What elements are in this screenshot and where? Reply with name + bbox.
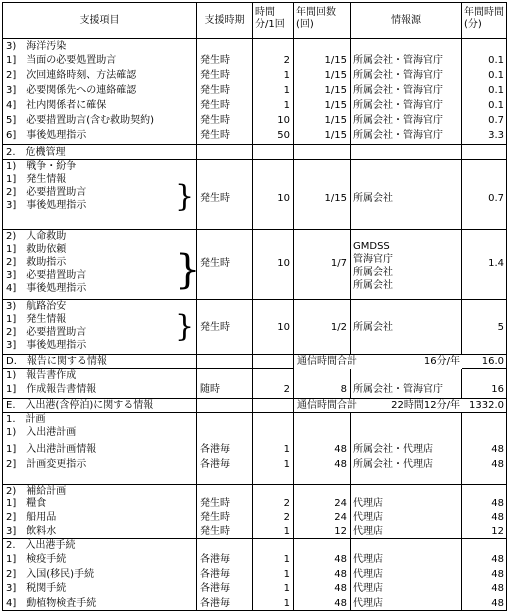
rescue-source: GMDSS	[353, 241, 390, 252]
header-time	[255, 7, 293, 42]
row-source: 代理店	[353, 568, 383, 580]
row-source: 所属会社・管海官庁	[353, 70, 443, 81]
row-period: 発生時	[200, 85, 230, 96]
comm-total-value: 22時間12分/年	[391, 400, 460, 411]
row-period: 各港毎	[200, 583, 230, 594]
header-source: 情報源	[391, 15, 421, 26]
section-procedures	[3, 539, 506, 611]
row-source: 代理店	[353, 512, 383, 523]
security-line: 1] 発生情報	[6, 314, 67, 325]
row-source: 代理店	[353, 597, 383, 609]
row-time: 1	[283, 597, 290, 609]
sub-title: 1) 入出港計画	[6, 427, 77, 438]
row-item: 4] 動植物検査手続	[6, 597, 97, 609]
security-count: 1/2	[330, 322, 347, 333]
row-item: 2] 次回連絡時刻、方法確認	[6, 70, 137, 81]
war-line: 1] 発生情報	[6, 174, 67, 185]
section-marine-pollution	[3, 39, 506, 145]
row-item: 1] 当面の必要処置助言	[6, 55, 117, 66]
rescue-source: 管海官庁	[353, 254, 393, 265]
row-time: 1	[283, 100, 290, 111]
row-item: 1] 入出港計画情報	[6, 444, 97, 455]
header-annual-line1: 年間時間	[464, 7, 504, 18]
row-item: 1] 作成報告書情報	[6, 384, 97, 395]
security-line: 3) 航路治安	[6, 301, 67, 312]
row-item: 3] 税関手続	[6, 583, 67, 594]
section-annual: 16.0	[481, 356, 504, 367]
section-annual: 1332.0	[469, 400, 504, 411]
row-item: 4] 社内関係者に確保	[6, 100, 107, 111]
rescue-source: 所属会社	[353, 267, 393, 278]
row-period: 各港毎	[200, 444, 230, 455]
row-period: 各港毎	[200, 459, 230, 470]
security-line: 3] 事後処理指示	[6, 340, 87, 351]
security-period: 発生時	[200, 322, 230, 333]
sub-title: 2. 入出港手続	[6, 540, 76, 551]
row-count: 1/15	[324, 85, 347, 96]
section-title: D. 報告に関する情報	[6, 356, 107, 367]
row-item: 1] 糧食	[6, 498, 47, 509]
row-period: 発生時	[200, 115, 230, 126]
row-count: 48	[334, 597, 347, 609]
header-item: 支援項目	[79, 15, 120, 26]
row-source: 所属会社・管海官庁	[353, 85, 443, 96]
header-time-line2: 分/1回	[255, 19, 285, 30]
row-count: 1/15	[324, 70, 347, 81]
row-source: 所属会社・管海官庁	[353, 55, 443, 66]
row-source: 代理店	[353, 554, 383, 565]
row-annual: 0.1	[488, 70, 504, 81]
row-source: 代理店	[353, 498, 383, 509]
row-period: 発生時	[200, 526, 230, 537]
row-annual: 0.1	[488, 55, 504, 66]
rescue-block	[3, 229, 506, 300]
row-count: 12	[334, 526, 347, 537]
row-time: 1	[283, 459, 290, 470]
row-source: 所属会社・代理店	[353, 444, 433, 455]
section-crisis	[3, 145, 506, 355]
row-annual: 48	[491, 498, 504, 509]
row-item: 5] 必要措置助言(含む救助契約)	[6, 115, 155, 126]
section-title: 2. 危機管理	[6, 147, 66, 158]
rescue-line: 4] 事後処理指示	[6, 283, 87, 294]
row-item: 2] 計画変更指示	[6, 459, 87, 470]
row-annual: 48	[491, 597, 504, 609]
rescue-period: 発生時	[200, 258, 230, 269]
security-time: 10	[277, 322, 290, 333]
row-count: 1/15	[324, 130, 347, 141]
row-annual: 12	[491, 526, 504, 537]
row-count: 48	[334, 554, 347, 565]
war-lines	[6, 160, 86, 230]
row-time: 2	[283, 512, 290, 523]
row-time: 1	[283, 583, 290, 594]
row-time: 1	[283, 85, 290, 96]
comm-total-label: 通信時間合計	[297, 400, 357, 411]
sub-title: 1. 計画	[6, 414, 46, 425]
row-annual: 0.1	[488, 85, 504, 96]
row-source: 所属会社・代理店	[353, 459, 433, 470]
row-period: 発生時	[200, 55, 230, 66]
row-time: 1	[283, 526, 290, 537]
row-time: 1	[283, 568, 290, 580]
rescue-line: 3] 必要措置助言	[6, 270, 87, 281]
row-time: 2	[283, 384, 290, 395]
row-annual: 3.3	[488, 130, 504, 141]
row-count: 48	[334, 459, 347, 470]
row-period: 発生時	[200, 512, 230, 523]
brace-icon: }	[175, 247, 201, 293]
sub-title: 1) 報告書作成	[6, 370, 77, 381]
row-time: 1	[283, 70, 290, 81]
row-count: 1/15	[324, 115, 347, 126]
row-item: 6] 事後処理指示	[6, 130, 87, 141]
row-annual: 0.7	[488, 115, 504, 126]
comm-mask	[293, 355, 462, 369]
row-item: 1] 検疫手続	[6, 554, 67, 565]
row-source: 所属会社・管海官庁	[353, 384, 443, 395]
row-time: 10	[277, 115, 290, 126]
row-period: 発生時	[200, 70, 230, 81]
row-time: 50	[277, 130, 290, 141]
row-source: 所属会社・管海官庁	[353, 100, 443, 111]
table-header	[3, 3, 506, 39]
row-annual: 48	[491, 554, 504, 565]
sub-title: 2) 補給計画	[6, 486, 67, 497]
header-count-line2: (回)	[296, 19, 314, 30]
section-report-body	[3, 369, 506, 399]
header-annual-count	[296, 7, 350, 42]
row-source: 代理店	[353, 583, 383, 594]
row-source: 所属会社・管海官庁	[353, 130, 443, 141]
row-count: 48	[334, 444, 347, 455]
rescue-count: 1/7	[330, 258, 347, 269]
row-time: 2	[283, 55, 290, 66]
war-line: 1) 戦争・紛争	[6, 161, 77, 172]
section-title: 3) 海洋汚染	[6, 41, 67, 52]
rescue-line: 1] 救助依頼	[6, 244, 67, 255]
row-period: 各港毎	[200, 554, 230, 565]
row-annual: 48	[491, 512, 504, 523]
row-count: 1/15	[324, 55, 347, 66]
row-item: 3] 飲料水	[6, 526, 57, 537]
header-time-line1: 時間	[255, 7, 275, 18]
row-count: 48	[334, 568, 347, 580]
header-annual-time	[464, 7, 510, 42]
row-count: 24	[334, 512, 347, 523]
header-count-line1: 年間回数	[296, 7, 336, 18]
war-annual: 0.7	[488, 193, 504, 204]
header-annual-line2: (分)	[464, 19, 482, 30]
rescue-annual: 1.4	[488, 258, 504, 269]
rescue-line: 2] 救助指示	[6, 257, 67, 268]
security-source: 所属会社	[353, 322, 393, 333]
row-source: 所属会社・管海官庁	[353, 115, 443, 126]
comm-total-label: 通信時間合計	[297, 356, 357, 367]
brace-icon: }	[175, 309, 195, 344]
row-period: 各港毎	[200, 568, 230, 580]
war-time: 10	[277, 193, 290, 204]
war-line: 2] 必要措置助言	[6, 187, 87, 198]
row-item: 2] 入国(移民)手続	[6, 568, 95, 580]
rescue-line: 2) 人命救助	[6, 231, 67, 242]
security-lines	[6, 300, 86, 356]
row-period: 発生時	[200, 498, 230, 509]
header-period: 支援時期	[204, 15, 245, 26]
row-item: 2] 船用品	[6, 512, 57, 523]
rescue-lines	[6, 230, 86, 300]
row-source: 代理店	[353, 526, 383, 537]
war-count: 1/15	[324, 193, 347, 204]
row-item: 3] 必要関係先への連絡確認	[6, 85, 137, 96]
row-count: 48	[334, 583, 347, 594]
comm-total-value: 16分/年	[423, 356, 460, 367]
war-line: 3] 事後処理指示	[6, 200, 87, 211]
rescue-time: 10	[277, 258, 290, 269]
row-count: 24	[334, 498, 347, 509]
row-time: 2	[283, 498, 290, 509]
row-annual: 48	[491, 444, 504, 455]
row-period: 発生時	[200, 130, 230, 141]
section-supply	[3, 485, 506, 539]
rescue-source: 所属会社	[353, 280, 393, 291]
row-annual: 48	[491, 583, 504, 594]
row-annual: 48	[491, 568, 504, 580]
security-annual: 5	[497, 322, 504, 333]
brace-icon: }	[175, 179, 195, 214]
war-source: 所属会社	[353, 193, 393, 204]
row-count: 1/15	[324, 100, 347, 111]
row-period: 随時	[200, 384, 220, 395]
row-count: 8	[340, 384, 347, 395]
row-annual: 16	[491, 384, 504, 395]
war-period: 発生時	[200, 193, 230, 204]
comm-mask	[293, 399, 462, 412]
row-time: 1	[283, 444, 290, 455]
security-block	[3, 299, 506, 356]
war-block	[3, 159, 506, 230]
row-annual: 48	[491, 459, 504, 470]
security-line: 2] 必要措置助言	[6, 327, 87, 338]
row-period: 各港毎	[200, 597, 230, 609]
row-annual: 0.1	[488, 100, 504, 111]
row-time: 1	[283, 554, 290, 565]
section-plan	[3, 413, 506, 485]
row-period: 発生時	[200, 100, 230, 111]
support-table	[2, 2, 507, 611]
section-title: E. 入出港(含停泊)に関する情報	[6, 400, 154, 411]
